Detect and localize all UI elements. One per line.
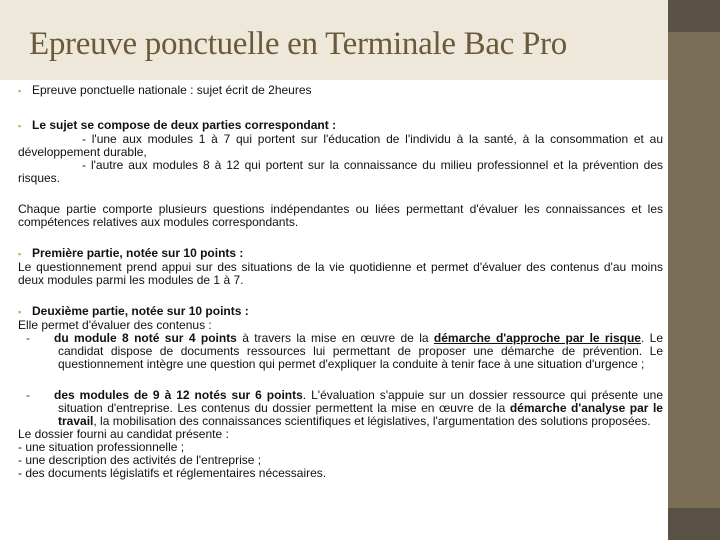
slide-content: [18, 84, 663, 480]
bullet-4: ▪ Deuxième partie, notée sur 10 points :: [18, 304, 249, 318]
bullet-icon: ▪: [18, 307, 22, 317]
bullet-2-line-2: - l'autre aux modules 8 à 12 qui portent sur la connaissance du milieu professionnel et la prévention des risques.: [18, 158, 663, 185]
bullet-3: ▪ Première partie, notée sur 10 points :: [18, 246, 244, 260]
paragraph-1: Chaque partie comporte plusieurs questions indépendantes ou liées permettant d'évaluer les connaissances et les compétences relatives aux modules correspondants.: [18, 202, 663, 229]
bullet-2: ▪ Le sujet se compose de deux parties correspondant :: [18, 118, 337, 132]
bullet-icon: ▪: [18, 249, 22, 259]
slide-title: Epreuve ponctuelle en Terminale Bac Pro: [29, 26, 567, 62]
title-band: [0, 0, 668, 80]
bullet-3-text: Le questionnement prend appui sur des situations de la vie quotidienne et permet d'évaluer des contenus d'au moins deux modules parmi les modules de 1 à 7.: [18, 260, 663, 287]
dossier-item-2: - une description des activités de l'entreprise ;: [18, 453, 262, 467]
bullet-icon: ▪: [18, 86, 22, 96]
dossier-intro: Le dossier fourni au candidat présente :: [18, 427, 229, 441]
right-sidebar-bar: [668, 0, 720, 540]
bullet-2-line-1: - l'une aux modules 1 à 7 qui portent sur l'éducation de l'individu à la santé, à la consommation et au développement durable,: [18, 132, 663, 159]
dossier-item-1: - une situation professionnelle ;: [18, 440, 185, 454]
dash-item-2: - des modules de 9 à 12 notés sur 6 points. L'évaluation s'appuie sur un dossier ressource qui présente une situation d'entreprise. Les contenus du dossier permettent la mise en œuvre de la démarche d'analyse par le travail, la mobilisation des connaissances scientifiques et législatives, l'argumentation des solutions proposées.: [26, 388, 663, 428]
top-corner-strip: [668, 0, 720, 32]
bullet-4-intro: Elle permet d'évaluer des contenus :: [18, 318, 212, 332]
bottom-corner-strip: [668, 508, 720, 540]
dash-icon: -: [26, 331, 30, 345]
dossier-item-3: - des documents législatifs et réglementaires nécessaires.: [18, 466, 327, 480]
bullet-icon: ▪: [18, 121, 22, 131]
dash-icon: -: [26, 388, 30, 402]
bullet-1: ▪ Epreuve ponctuelle nationale : sujet écrit de 2heures: [18, 83, 312, 97]
dash-item-1: - du module 8 noté sur 4 points à travers la mise en œuvre de la démarche d'approche par le risque. Le candidat dispose de documents ressources lui permettant de proposer une démarche de prévention. Le questionnement intègre une question qui permet d'expliquer la conduite à tenir face à une situation d'urgence ;: [26, 331, 663, 371]
